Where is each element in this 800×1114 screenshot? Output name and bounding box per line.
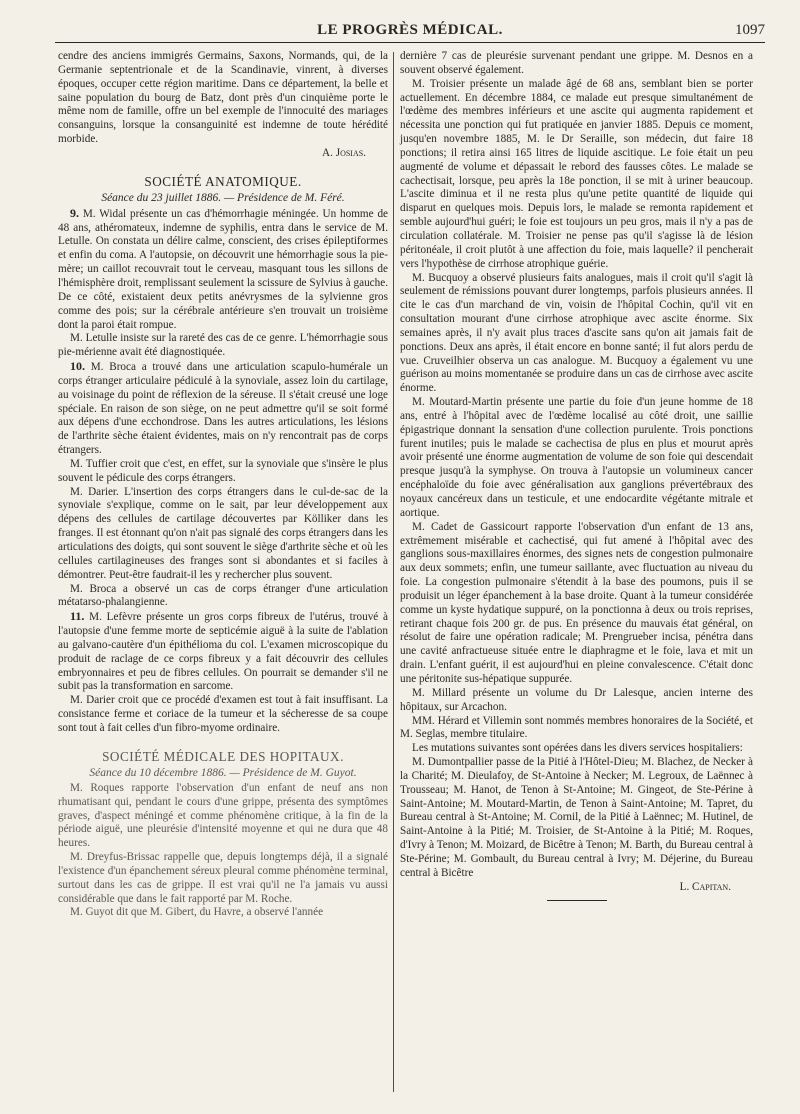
paragraph: M. Moutard-Martin présente une partie du foie d'un jeune homme de 18 ans, entré à l'hôpital avec de l'œdème localisé au côté droit, une saillie épigastrique donnant la sensation d'une collection purulente. Trois ponctions furent inutiles; puis le malade se cachectisa de plus en plus et mourut après avoir présenté une énorme augmentation de volume de son foie qui descendait presque jusqu'à la symphyse. On trouva à l'autopsie un volumineux cancer encéphaloïde du foie avec généralisation aux ganglions prévertébraux des noyaux cancéreux dans un testicule, et une endocardite végétante mitrale et aortique. xyxy=(400,396,753,519)
paragraph-11 xyxy=(58,610,388,694)
session-line: Séance du 10 décembre 1886. — Présidence de M. Guyot. xyxy=(89,766,357,779)
paragraph-text: M. Widal présente un cas d'hémorrhagie méningée. Un homme de 48 ans, athéromateux, indemne de syphilis, entra dans le service de M. Letulle. On constata un délire calme, conscient, des crises épileptiformes et enfin du coma. A l'autopsie, on découvrit une hémorrhagie sous la pie-mère; un caillot recouvrait tout le cerveau, masquant tous les sillons de l'hémisphère droit, remplissant seulement la scissure de Sylvius à gauche. De ce côté, existaient deux petits anévrysmes de la sylvienne gros comme des pois; sur la cérébrale antérieure s'en trouvait un troisième dont la paroi était rompue. xyxy=(58,207,389,331)
paragraph: MM. Hérard et Villemin sont nommés membres honoraires de la Société, et M. Seglas, membre titulaire. xyxy=(400,714,753,741)
author-signature: A. Josias. xyxy=(322,146,366,159)
author-signature: L. Capitan. xyxy=(679,880,731,893)
paragraph: M. Bucquoy a observé plusieurs faits analogues, mais il croit qu'il s'agit là seulement de rémissions pouvant durer longtemps, parfois plusieurs années. Il cite le cas d'un marchand de vin, voisin de l'hôpital Cochin, qu'il vit en consultation mourant d'une cirrhose atrophique avec ascite énorme. Six semaines après, il n'y avait plus traces d'ascite sans qu'on ait jamais fait de ponctions. Deux ans après, il était encore en bonne santé; il fut alors perdu de vue. Cruveilhier observa un cas analogue. M. Bucquoy a également vu une guérison au moins momentanée se produire dans un cas de cirrhose avec ascite énorme. xyxy=(400,271,753,395)
column-divider xyxy=(393,52,394,1092)
page-header xyxy=(55,22,765,43)
item-number: 9. xyxy=(70,205,79,220)
paragraph: M. Guyot dit que M. Gibert, du Havre, a observé l'année xyxy=(70,906,324,919)
session-line: Séance du 23 juillet 1886. — Présidence de M. Féré. xyxy=(101,191,345,204)
left-column xyxy=(58,50,388,920)
paragraph: Les mutations suivantes sont opérées dans les divers services hospitaliers: xyxy=(412,742,743,755)
end-rule xyxy=(547,900,607,901)
paragraph: M. Cadet de Gassicourt rapporte l'observation d'un enfant de 13 ans, extrêmement misérable et cachectisé, qui fut amené à l'hôpital avec des ganglions sous-maxillaires énormes, des signes nets de congestion pulmonaire aux deux sommets; enfin, une tumeur saillante, avec fluctuation au niveau du foie. La congestion pulmonaire s'étendit à la base des poumons, puis il se produisit un léger épanchement à la base droite. Quant à la tumeur considérée comme un kyste hydatique suppuré, on la ponctionna à deux ou trois reprises, retirant chaque fois 200 gr. de pus. En présence du mauvais état général, on résolut de faire une opération radicale; M. Prengrueber incisa, pénétra dans une cavité anfractueuse située entre le diaphragme et le foie, lava et mit un drain. L'enfant guérit, il est aujourd'hui en pleine convalescence. C'était donc une péritonite sus-hépatique suppurée. xyxy=(400,520,753,685)
paragraph: dernière 7 cas de pleurésie survenant pendant une grippe. M. Desnos en a souvent observé également. xyxy=(400,50,753,76)
paragraph: M. Broca a observé un cas de corps étranger d'une articulation métatarso-phalangienne. xyxy=(58,582,388,609)
paragraph: M. Tuffier croit que c'est, en effet, sur la synoviale que s'insère le plus souvent le pédicule des corps étrangers. xyxy=(58,457,388,484)
page-number: 1097 xyxy=(735,22,765,38)
paragraph-10 xyxy=(58,360,388,458)
paragraph: M. Roques rapporte l'observation d'un enfant de neuf ans non rhumatisant qui, pendant le cours d'une grippe, présenta des symptômes graves, d'aspect méningé et comme phénomène critique, à la fin de la période aiguë, une pleurésie d'intensité moyenne et qui ne dura que 48 heures. xyxy=(58,781,388,850)
paragraph: M. Letulle insiste sur la rareté des cas de ce genre. L'hémorrhagie sous pie-mérienne avait été diagnostiquée. xyxy=(58,332,388,359)
section-title: SOCIÉTÉ ANATOMIQUE. xyxy=(144,173,302,189)
journal-title: LE PROGRÈS MÉDICAL. xyxy=(317,22,503,38)
paragraph: M. Millard présente un volume du Dr Lalesque, ancien interne des hôpitaux, sur Arcachon. xyxy=(400,686,753,713)
item-number: 10. xyxy=(70,359,85,374)
paragraph-9 xyxy=(58,207,388,333)
paragraph: cendre des anciens immigrés Germains, Saxons, Normands, qui, de la Germanie septentrionale et de la Scandinavie, vinrent, à diverses époques, occuper cette région maritime. Dans ce département, la belle et saine population du bourg de Batz, dont près d'un cinquième porte le même nom de famille, offre un bel exemple de l'innocuité des mariages consanguins, lorsque la consanguinité est indemne de toute hérédité morbide. xyxy=(58,50,388,146)
paragraph: M. Dumontpallier passe de la Pitié à l'Hôtel-Dieu; M. Blachez, de Necker à la Charité; M. Dieulafoy, de St-Antoine à Necker; M. Legroux, de Laënnec à Trousseau; M. Hanot, de Tenon à St-Antoine; M. Gingeot, de Ste-Périne à Saint-Antoine; M. Moutard-Martin, de Tenon à Saint-Antoine; M. Tapret, du Bureau central à St-Antoine; M. Cornil, de la Pitié à Laënnec; M. Hutinel, de Saint-Antoine à la Pitié; M. Troisier, de St-Antoine à la Pitié; M. Roques, d'Ivry à Tenon; M. Moizard, de Bicêtre à Tenon; M. Barth, du Bureau central à Ste-Périne; M. Gombault, du Bureau central à Ivry; M. Déjerine, du Bureau central à Bicêtre xyxy=(400,756,753,879)
paragraph: M. Darier. L'insertion des corps étrangers dans le cul-de-sac de la synoviale s'explique, comme on le sait, par leur développement aux dépens des cellules de cartilage découvertes par Kölliker dans les franges. Il est étonnant qu'on n'ait pas signalé des corps étrangers dans les articulations des doigts, qui sont souvent le siège d'arthrite sèche et où les cellules cartilagineuses des franges sont si abondantes et si faciles à démontrer. Peut-être faudrait-il les y rechercher plus souvent. xyxy=(58,485,388,581)
paragraph: M. Troisier présente un malade âgé de 68 ans, semblant bien se porter actuellement. En décembre 1884, ce malade eut presque simultanément de l'œdème des membres inférieurs et une ascite qui augmenta rapidement et nécessita une ponction qui fut pratiquée en janvier 1885. Depuis ce moment, jusqu'en novembre 1885, M. le Dr Seraille, son médecin, dut faire 18 ponctions; il retira ainsi 165 litres de liquide ascitique. Le foie était un peu augmenté de volume et dépassait le rebord des fausses côtes. Le malade se cachectisait, lorsque, peu après la 18e ponction, il se mit à uriner beaucoup. L'ascite diminua et il ne resta plus qu'une petite quantité de liquide qui disparut en quelques mois. Depuis lors, le malade se remonta rapidement et semble aujourd'hui guéri; le foie est toujours un peu gros, mais il n'y a pas de circulation collatérale. M. Troisier ne pense pas qu'il s'agisse là de lésion péritonéale, il croit plutôt à une affection du foie, mais laquelle? il pencherait vers l'hypothèse de cirrhose atrophique guérie. xyxy=(400,77,753,270)
item-number: 11. xyxy=(70,609,85,624)
paragraph: M. Darier croit que ce procédé d'examen est tout à fait insuffisant. La consistance ferme et coriace de la tumeur et la sécheresse de sa coupe sont tout à fait celles d'un fibro-myome ordinaire. xyxy=(58,694,388,734)
paragraph-text: M. Broca a trouvé dans une articulation scapulo-humérale un corps étranger articulaire pédiculé à la synoviale, assez loin du cartilage, au voisinage du point de réflexion de la séreuse. Il s'était creusé une loge spéciale. En raison de son siège, on ne peut admettre qu'il se soit formé aux dépens d'une ecchondrose. Dans les autres articulations, les lésions de l'arthrite sèche étaient évidentes, mais on n'y rencontrait pas de corps étrangers. xyxy=(58,361,388,457)
right-column xyxy=(400,50,753,901)
paragraph-text: M. Lefèvre présente un gros corps fibreux de l'utérus, trouvé à l'autopsie d'une femme morte de septicémie aiguë à la suite de l'ablation au galvano-cautère d'un épithélioma du col. L'examen microscopique du produit de raclage de ce corps fibreux y a fait découvrir des cellules embryonnaires et peu de fibres cellules. On pourrait se demander s'il ne subit pas la transformation en sarcome. xyxy=(58,611,389,693)
section-title: SOCIÉTÉ MÉDICALE DES HOPITAUX. xyxy=(102,748,344,764)
paragraph: M. Dreyfus-Brissac rappelle que, depuis longtemps déjà, il a signalé l'existence d'un épanchement séreux pleural comme phénomène terminal, surtout dans les cas de grippe. Il est vrai qu'il ne l'a jamais vu aussi considérable que dans le fait rapporté par M. Roche. xyxy=(58,851,388,905)
